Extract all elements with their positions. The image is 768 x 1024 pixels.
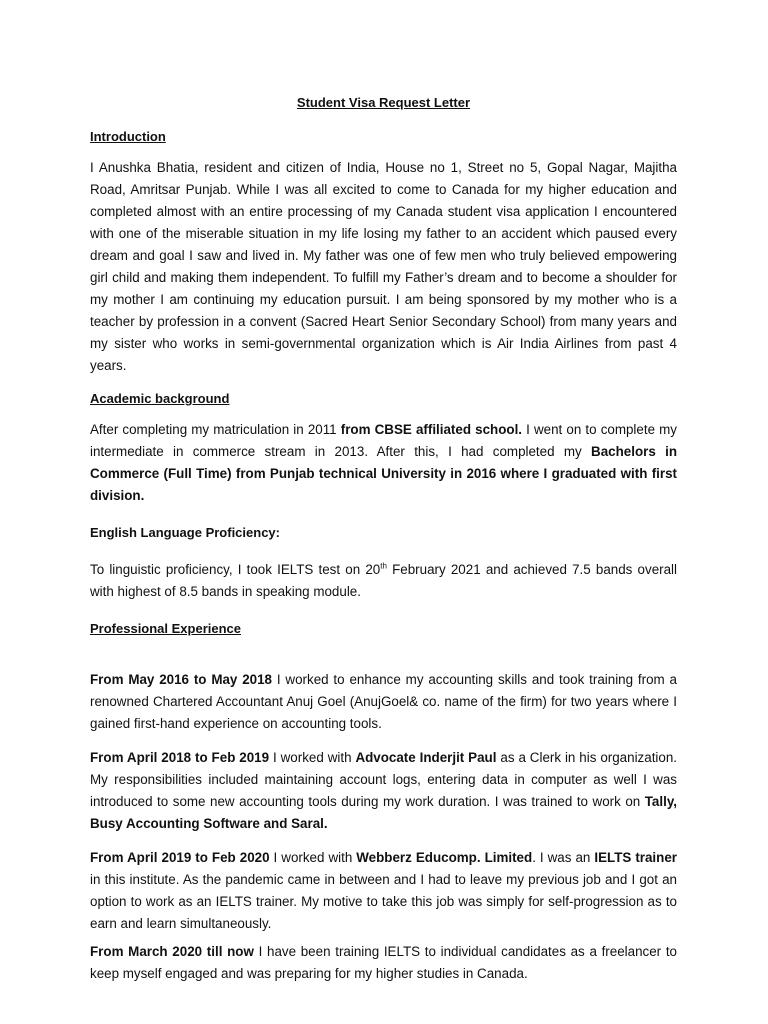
- experience-entry-4: From March 2020 till now I have been training IELTS to individual candidates as a freelancer to keep myself engaged and was preparing for my higher studies in Canada.: [90, 944, 677, 981]
- experience-entry-3: From April 2019 to Feb 2020 I worked with Webberz Educomp. Limited. I was an IELTS trainer in this institute. As the pandemic came in between and I had to leave my previous job and I got an option to work as an IELTS trainer. My motive to take this job was simply for self-progression as to earn and learn simultaneously.: [90, 850, 677, 931]
- experience-entry-1: From May 2016 to May 2018 I worked to enhance my accounting skills and took training from a renowned Chartered Accountant Anuj Goel (AnujGoel& co. name of the firm) for two years where I gained first-hand experience on accounting tools.: [90, 672, 677, 731]
- academic-paragraph: After completing my matriculation in 2011 from CBSE affiliated school. I went on to complete my intermediate in commerce stream in 2013. After this, I had completed my Bachelors in Commerce (Full Time) from Punjab technical University in 2016 where I graduated with first division.: [90, 422, 677, 503]
- heading-introduction: Introduction: [90, 129, 166, 144]
- document-content: [90, 93, 677, 997]
- experience-entry-2: From April 2018 to Feb 2019 I worked with Advocate Inderjit Paul as a Clerk in his organization. My responsibilities included maintaining account logs, entering data in computer as well I was introduced to some new accounting tools during my work duration. I was trained to work on Tally, Busy Accounting Software and Saral.: [90, 750, 678, 831]
- introduction-paragraph: I Anushka Bhatia, resident and citizen of India, House no 1, Street no 5, Gopal Nagar, Majitha Road, Amritsar Punjab. While I was all excited to come to Canada for my higher education and completed almost with an entire processing of my Canada student visa application I encountered with one of the miserable situation in my life losing my father to an accident which paused every dream and goal I saw and lived in. My father was one of few men who truly believed empowering girl child and making them independent. To fulfill my Father’s dream and to become a shoulder for my mother I am continuing my education pursuit. I am being sponsored by my mother who is a teacher by profession in a convent (Sacred Heart Senior Secondary School) from many years and my sister who works in semi-governmental organization which is Air India Airlines from past 4 years.: [90, 160, 677, 373]
- heading-academic-background: Academic background: [90, 391, 230, 406]
- heading-professional-experience: Professional Experience: [90, 621, 242, 636]
- heading-english-proficiency: English Language Proficiency:: [90, 525, 280, 540]
- document-title: Student Visa Request Letter: [296, 95, 471, 110]
- english-proficiency-paragraph: To linguistic proficiency, I took IELTS test on 20th February 2021 and achieved 7.5 bands overall with highest of 8.5 bands in speaking module.: [90, 561, 678, 599]
